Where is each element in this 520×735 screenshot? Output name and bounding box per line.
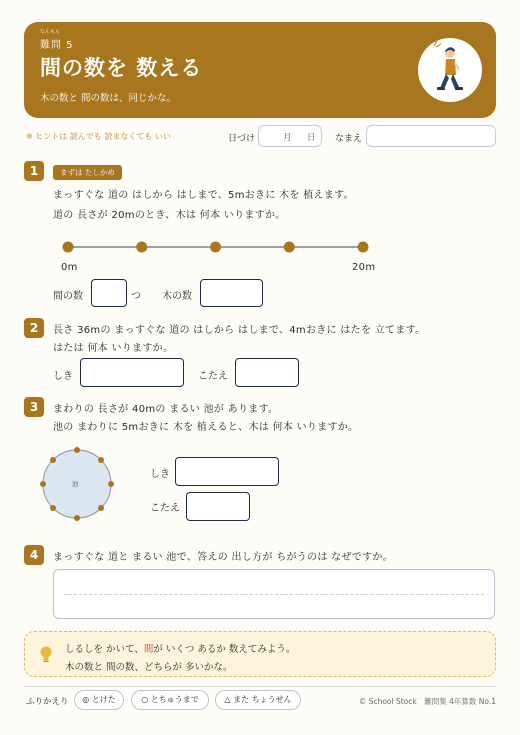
q4-answer-area[interactable] (53, 569, 495, 619)
tree-count-input[interactable] (200, 279, 263, 307)
line-end-label: 20m (352, 262, 376, 273)
lightbulb-icon (39, 646, 53, 664)
tree-marker (210, 242, 221, 253)
gap-count-label: 間の数 (53, 291, 83, 302)
pond-tree-marker (50, 505, 56, 511)
reflection-label: ふりかえり (26, 697, 69, 707)
tree-marker (136, 242, 147, 253)
pond-tree-marker (98, 457, 104, 463)
tree-marker (284, 242, 295, 253)
pond-tree-marker (74, 447, 80, 453)
pond-tree-marker (74, 515, 80, 521)
reflect-retry-option[interactable]: △ また ちょうせん (215, 690, 301, 710)
page-title: 間の数を 数える (40, 56, 203, 80)
q4-text-line1: まっすぐな 道と まるい 池で、答えの 出し方が ちがうのは なぜですか。 (53, 552, 393, 563)
gap-count-input[interactable] (91, 279, 127, 307)
hint-line2: 木の数と 間の数、どちらが 多いかな。 (65, 662, 233, 673)
q2-text-line1: 長さ 36mの まっすぐな 道の はしから はしまで、4mおきに はたを 立てます。 (53, 325, 426, 336)
problem-number: 難問 5 (40, 40, 74, 51)
gap-unit-label: つ (131, 291, 141, 302)
question-1-number: 1 (24, 161, 44, 181)
q3-formula-label: しき (150, 469, 170, 480)
q1-text-line1: まっすぐな 道の はしから はしまで、5mおきに 木を 植えます。 (53, 190, 354, 201)
q1-text-line2: 道の 長さが 20mのとき、木は 何本 いりますか。 (53, 210, 286, 221)
hint-note: ※ ヒントは 読んでも 読まなくても いい (26, 132, 171, 141)
name-field[interactable] (366, 125, 496, 147)
q3-answer-input[interactable] (186, 492, 250, 521)
q2-formula-label: しき (53, 371, 73, 382)
q2-answer-label: こたえ (198, 371, 228, 382)
pond-tree-marker (50, 457, 56, 463)
footer-divider (24, 686, 496, 687)
day-label: 日 (307, 133, 316, 143)
pond-label: 池 (72, 480, 79, 488)
name-label: なまえ (335, 134, 363, 144)
walking-person-icon (418, 38, 482, 102)
reflect-partway-option[interactable]: ○ とちゅうまで (131, 690, 209, 710)
month-label: 月 (283, 133, 292, 143)
question-4-number: 4 (24, 545, 44, 565)
q3-formula-input[interactable] (175, 457, 279, 486)
warmup-badge: まずは たしかめ (53, 165, 122, 180)
hint-highlight: 間 (143, 644, 154, 655)
reflect-solved-option[interactable]: ◎ とけた (74, 690, 124, 710)
q3-text-line1: まわりの 長さが 40mの まるい 池が あります。 (53, 404, 279, 415)
hint-line1-a: しるしを かいて、 (65, 644, 144, 655)
page-subtitle: 木の数と 間の数は、同じかな。 (40, 93, 177, 104)
writing-guide-line (64, 594, 484, 595)
date-field[interactable] (258, 125, 322, 147)
tree-marker (358, 242, 369, 253)
q3-answer-label: こたえ (150, 503, 180, 514)
pond-tree-marker (40, 481, 46, 487)
question-2-number: 2 (24, 318, 44, 338)
copyright: © School Stock 難問集 4年算数 No.1 (358, 697, 496, 706)
tree-marker (63, 242, 74, 253)
line-start-label: 0m (61, 262, 78, 273)
hint-line1-c: が いくつ あるか 数えてみよう。 (153, 644, 296, 655)
title-ruby: なんもん (40, 29, 61, 35)
date-label: 日づけ (228, 134, 256, 144)
pond-tree-marker (98, 505, 104, 511)
q3-text-line2: 池の まわりに 5mおきに 木を 植えると、木は 何本 いりますか。 (53, 422, 359, 433)
tree-count-label: 木の数 (162, 291, 192, 302)
header-banner (24, 22, 496, 118)
pond-tree-marker (108, 481, 114, 487)
q2-text-line2: はたは 何本 いりますか。 (53, 343, 174, 354)
q2-formula-input[interactable] (80, 358, 184, 387)
hint-line1 (65, 641, 295, 655)
hint-box (24, 631, 496, 677)
tree-line-diagram (56, 236, 376, 258)
q2-answer-input[interactable] (235, 358, 299, 387)
question-3-number: 3 (24, 397, 44, 417)
